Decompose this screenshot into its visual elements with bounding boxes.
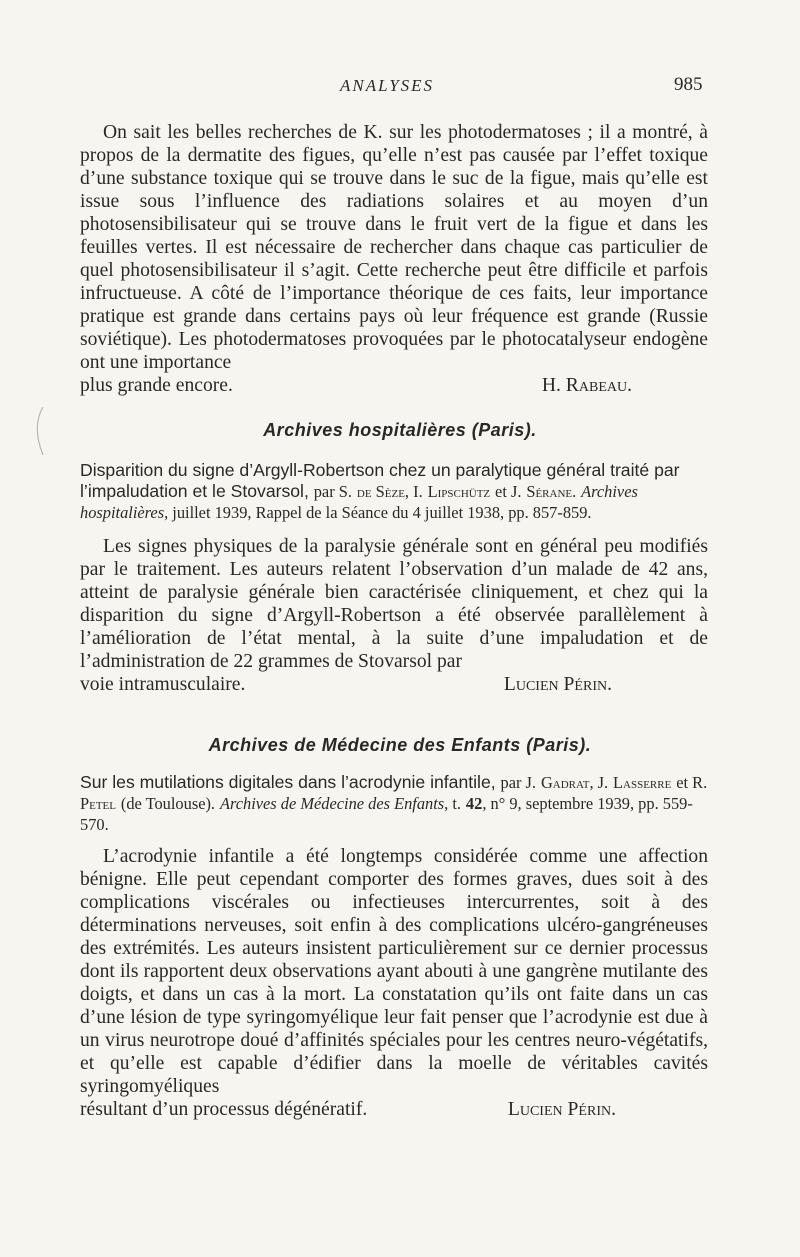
ref-place: (de Toulouse). bbox=[120, 794, 216, 813]
abstract-photodermatoses bbox=[80, 121, 708, 397]
signature-line bbox=[80, 374, 708, 397]
page-number: 985 bbox=[674, 74, 703, 95]
ref-journal: Archives de Médecine des Enfants bbox=[219, 794, 445, 813]
signature-line bbox=[80, 1098, 708, 1121]
ref-author: Petel bbox=[80, 794, 116, 813]
abstract-paragraph: L’acrodynie infantile a été longtemps considérée comme une affection bénigne. Elle peut cependant comporter des formes graves, dues soit à des complications viscérales ou infectieuses intercurrentes, soit à des déterminations nerveuses, soit enfin à des complications ulcéro-gangréneuses des extrémités. Les auteurs insistent particulièrement sur ce dernier processus dont ils rapportent deux observations ayant abouti à une gangrène mutilante des doigts, et dans un cas à la mort. La constatation qu’ils ont faite dans un cas d’une lésion de type syringomyélique leur fait penser que l’acrodynie est due à un virus neurotrope doué d’affinités spéciales pour les centres neuro-végétatifs, et qu’elle est capable d’édifier dans la moelle de véritables cavités syringomyéliques bbox=[80, 846, 708, 1097]
ref-volume: 42 bbox=[465, 794, 483, 813]
ref-author: Sérane bbox=[526, 482, 573, 501]
ref-details: , n° 9, septembre 1939, pp. 559-570. bbox=[80, 794, 693, 834]
ref-details: , juillet 1939, Rappel de la Séance du 4 juillet 1938, pp. 857-859. bbox=[164, 503, 592, 522]
ref-separator: et J. bbox=[495, 482, 522, 501]
journal-heading: Archives de Médecine des Enfants (Paris). bbox=[208, 735, 592, 755]
last-line: voie intramusculaire. bbox=[80, 674, 246, 695]
author-signature: Lucien Périn. bbox=[503, 674, 612, 695]
ref-separator: , I. bbox=[404, 482, 423, 501]
article-title: Disparition du signe d’Argyll-Robertson chez un paralytique général traité par l’impaludation et le Stovarsol, par S. de Sèze, I. Lipschütz et J. Sérane. Archives hospitalières, juillet 1939, Rappel de la Séance du 4 juillet 1938, pp. 857-859. bbox=[80, 460, 680, 522]
last-line: résultant d’un processus dégénératif. bbox=[80, 1099, 368, 1120]
ref-separator: et R. bbox=[676, 773, 708, 792]
ref-author: Lipschütz bbox=[427, 482, 491, 501]
running-head: ANALYSES bbox=[340, 76, 435, 95]
ref-author: Lasserre bbox=[613, 773, 672, 792]
article-title bbox=[80, 772, 708, 835]
ref-volume-prefix: , t. bbox=[444, 794, 462, 813]
ref-separator: , J. bbox=[589, 773, 609, 792]
ref-par: par S. bbox=[313, 482, 352, 501]
journal-heading: Archives hospitalières (Paris). bbox=[263, 420, 537, 440]
last-line: plus grande encore. bbox=[80, 375, 233, 396]
ref-author: Gadrat bbox=[540, 773, 590, 792]
ref-journal: Archives hospitalières bbox=[80, 482, 638, 522]
ref-author: de Sèze bbox=[356, 482, 405, 501]
article-argyll-robertson bbox=[80, 460, 708, 696]
article-title-text: Disparition du signe d’Argyll-Robertson chez un paralytique général traité par l’impaludation et le Stovarsol, bbox=[80, 460, 680, 501]
article-acrodynie bbox=[80, 772, 708, 1121]
author-signature: H. Rabeau. bbox=[541, 375, 632, 396]
signature-line bbox=[80, 673, 708, 696]
author-signature: Lucien Périn. bbox=[507, 1099, 616, 1120]
abstract-paragraph: On sait les belles recherches de K. sur les photodermatoses ; il a montré, à propos de la dermatite des figues, qu’elle n’est pas causée par l’effet toxique d’une substance toxique qui se trouve dans le suc de la figue, mais qu’elle est issue sous l’influence des radiations solaires et au moyen d’un photosensibilisateur qui se trouve dans le fruit vert de la figue et dans les feuilles vertes. Il est nécessaire de rechercher dans chaque cas particulier de quel photosensibilisateur il s’agit. Cette recherche peut être difficile et parfois infructueuse. A côté de l’importance théorique de ces faits, leur importance pratique est grande dans certains pays où leur fréquence est grande (Russie soviétique). Les photodermatoses provoquées par le photocatalyseur endogène ont une importance bbox=[80, 122, 708, 373]
ref-par: par J. bbox=[500, 773, 537, 792]
abstract-paragraph: Les signes physiques de la paralysie générale sont en général peu modifiés par le traitement. Les auteurs relatent l’observation d’un malade de 42 ans, atteint de paralysie générale bien caractérisée cliniquement, et chez qui la disparition du signe d’Argyll-Robertson a été observée parallèlement à l’amélioration de l’état mental, à la suite d’une impaludation et de l’administration de 22 grammes de Stovarsol par bbox=[80, 536, 708, 672]
article-title-text: Sur les mutilations digitales dans l’acrodynie infantile, bbox=[80, 772, 496, 792]
